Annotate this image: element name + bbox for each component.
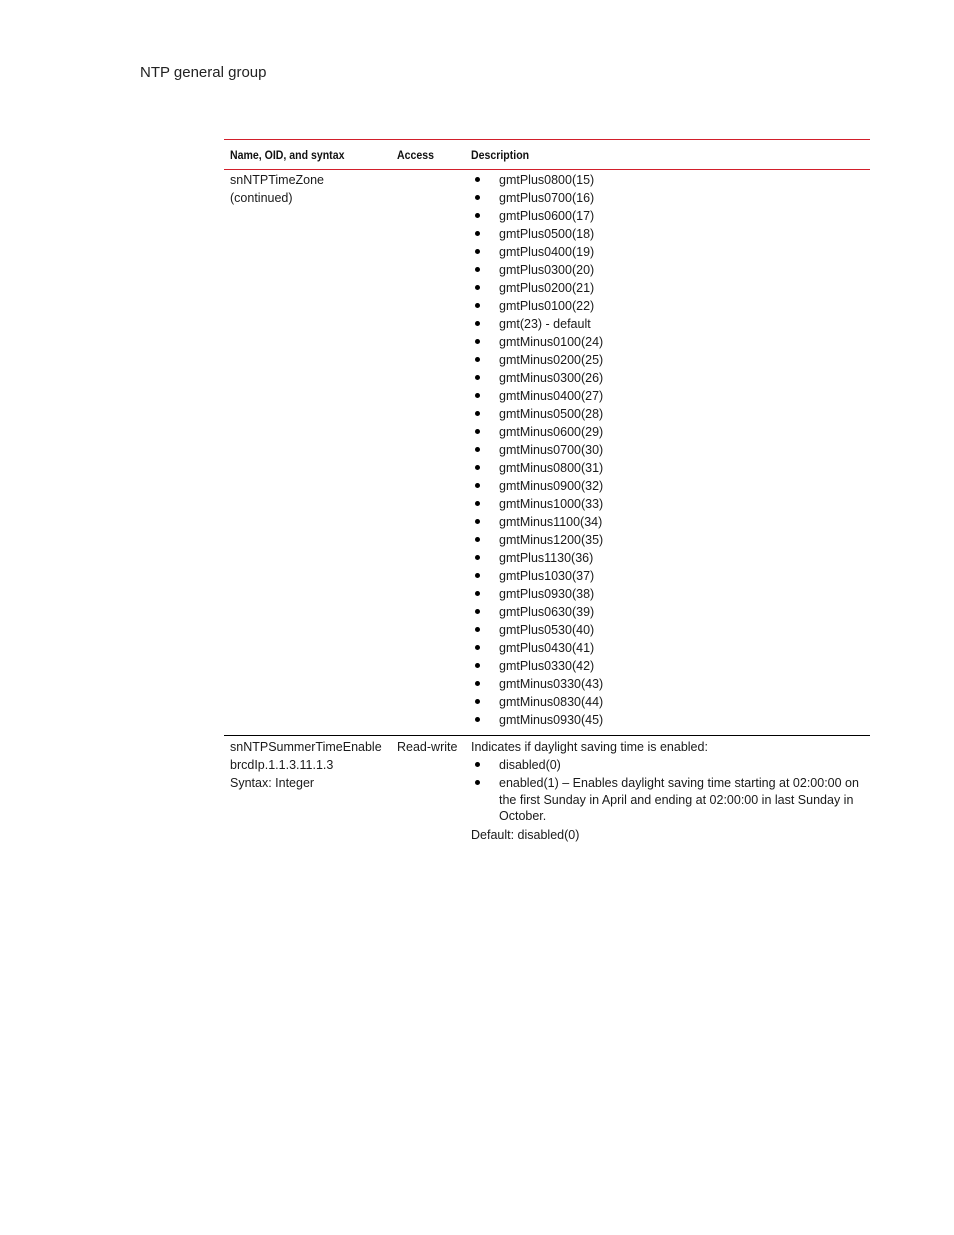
mib-table [224,139,870,844]
list-item: gmtMinus0300(26) [471,369,870,387]
list-item: gmtMinus0830(44) [471,693,870,711]
list-item: gmtPlus0330(42) [471,657,870,675]
list-item: gmtMinus0600(29) [471,423,870,441]
page-section-title: NTP general group [140,64,267,81]
list-item: gmtMinus1000(33) [471,495,870,513]
list-item: enabled(1) – Enables daylight saving time starting at 02:00:00 on the first Sunday in April and ending at 02:00:00 in last Sunday in October. [471,774,870,826]
list-item: gmtMinus0200(25) [471,351,870,369]
list-item: gmtPlus0500(18) [471,225,870,243]
list-item: gmt(23) - default [471,315,870,333]
list-item: gmtMinus1200(35) [471,531,870,549]
object-syntax: Syntax: Integer [230,776,315,790]
table-header-row [224,140,870,169]
list-item: gmtPlus0930(38) [471,585,870,603]
list-item: gmtPlus0400(19) [471,243,870,261]
header-name: Name, OID, and syntax [230,147,345,162]
cell-access: Read-write [397,740,458,754]
list-item: gmtPlus0600(17) [471,207,870,225]
default-value: Default: disabled(0) [471,827,580,842]
list-item: gmtMinus0900(32) [471,477,870,495]
list-item: gmtMinus0500(28) [471,405,870,423]
list-item: gmtPlus0300(20) [471,261,870,279]
list-item: gmtMinus0330(43) [471,675,870,693]
list-item: gmtPlus0630(39) [471,603,870,621]
cell-description [465,171,870,729]
list-item: disabled(0) [471,756,870,774]
list-item: gmtMinus0800(31) [471,459,870,477]
table-row-timezone [224,170,870,735]
cell-description [465,738,870,844]
list-item: gmtMinus0100(24) [471,333,870,351]
list-item: gmtPlus1130(36) [471,549,870,567]
list-item: gmtPlus0200(21) [471,279,870,297]
list-item: gmtPlus0800(15) [471,171,870,189]
list-item: gmtMinus0700(30) [471,441,870,459]
cell-access [391,171,465,729]
object-name: snNTPSummerTimeEnable [230,740,382,754]
list-item: gmtMinus0930(45) [471,711,870,729]
timezone-value-list [471,171,870,729]
summertime-value-list [471,756,870,826]
object-oid: brcdIp.1.1.3.11.1.3 [230,758,334,772]
header-description: Description [471,147,530,162]
continued-label: (continued) [230,191,293,205]
list-item: gmtMinus1100(34) [471,513,870,531]
cell-name [224,171,391,729]
cell-name [224,738,391,844]
list-item: gmtPlus1030(37) [471,567,870,585]
header-access: Access [397,147,435,162]
object-name: snNTPTimeZone [230,173,325,187]
list-item: gmtMinus0400(27) [471,387,870,405]
list-item: gmtPlus0700(16) [471,189,870,207]
list-item: gmtPlus0430(41) [471,639,870,657]
list-item: gmtPlus0530(40) [471,621,870,639]
description-intro: Indicates if daylight saving time is enabled: [471,740,708,754]
list-item: gmtPlus0100(22) [471,297,870,315]
table-row-summertime [224,736,870,844]
